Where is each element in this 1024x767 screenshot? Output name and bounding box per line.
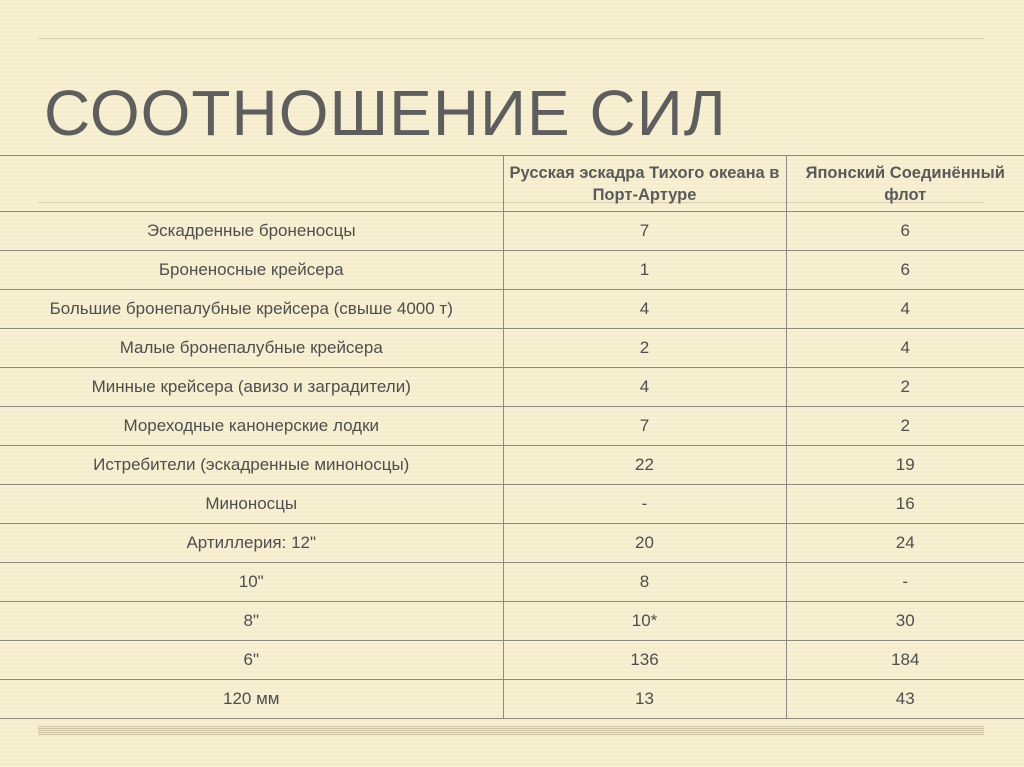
- table-row: [0, 485, 1024, 524]
- russian-value: 13: [503, 680, 786, 719]
- japanese-value: 4: [786, 329, 1024, 368]
- table-header-row: [0, 156, 1024, 212]
- japanese-value: 2: [786, 407, 1024, 446]
- japanese-value: 2: [786, 368, 1024, 407]
- table-row: [0, 680, 1024, 719]
- table-row: [0, 446, 1024, 485]
- japanese-value: 6: [786, 251, 1024, 290]
- table-row: [0, 641, 1024, 680]
- japanese-value: 4: [786, 290, 1024, 329]
- russian-value: 20: [503, 524, 786, 563]
- top-divider: [38, 38, 984, 39]
- table-row: [0, 368, 1024, 407]
- japanese-value: 19: [786, 446, 1024, 485]
- russian-value: 1: [503, 251, 786, 290]
- row-label: 6": [0, 641, 503, 680]
- table-row: [0, 407, 1024, 446]
- slide-title: СООТНОШЕНИЕ СИЛ: [44, 77, 727, 149]
- japanese-value: 6: [786, 212, 1024, 251]
- row-label: Артиллерия: 12": [0, 524, 503, 563]
- russian-value: 2: [503, 329, 786, 368]
- row-label: 8": [0, 602, 503, 641]
- table-row: [0, 602, 1024, 641]
- russian-value: 4: [503, 290, 786, 329]
- russian-value: 22: [503, 446, 786, 485]
- table-row: [0, 524, 1024, 563]
- table-row: [0, 329, 1024, 368]
- japanese-value: 43: [786, 680, 1024, 719]
- forces-table: [0, 155, 1024, 719]
- russian-value: 4: [503, 368, 786, 407]
- row-label: Миноносцы: [0, 485, 503, 524]
- row-label: Малые бронепалубные крейсера: [0, 329, 503, 368]
- table-row: [0, 290, 1024, 329]
- russian-value: 10*: [503, 602, 786, 641]
- russian-value: 7: [503, 407, 786, 446]
- row-label: Минные крейсера (авизо и заградители): [0, 368, 503, 407]
- russian-value: -: [503, 485, 786, 524]
- japanese-value: 16: [786, 485, 1024, 524]
- japanese-value: 184: [786, 641, 1024, 680]
- japanese-value: 24: [786, 524, 1024, 563]
- row-label: 10": [0, 563, 503, 602]
- russian-value: 7: [503, 212, 786, 251]
- japanese-value: -: [786, 563, 1024, 602]
- bottom-decorative-bar: [38, 726, 984, 735]
- row-label: Истребители (эскадренные миноносцы): [0, 446, 503, 485]
- japanese-value: 30: [786, 602, 1024, 641]
- table-row: [0, 251, 1024, 290]
- russian-value: 136: [503, 641, 786, 680]
- header-cell-japanese-fleet: Японский Соединённый флот: [786, 156, 1024, 212]
- row-label: Мореходные канонерские лодки: [0, 407, 503, 446]
- header-cell-russian-squadron: Русская эскадра Тихого океана в Порт-Артуре: [503, 156, 786, 212]
- row-label: Большие бронепалубные крейсера (свыше 4000 т): [0, 290, 503, 329]
- table-row: [0, 563, 1024, 602]
- russian-value: 8: [503, 563, 786, 602]
- header-cell-empty: [0, 156, 503, 212]
- row-label: Эскадренные броненосцы: [0, 212, 503, 251]
- row-label: Броненосные крейсера: [0, 251, 503, 290]
- table-row: [0, 212, 1024, 251]
- row-label: 120 мм: [0, 680, 503, 719]
